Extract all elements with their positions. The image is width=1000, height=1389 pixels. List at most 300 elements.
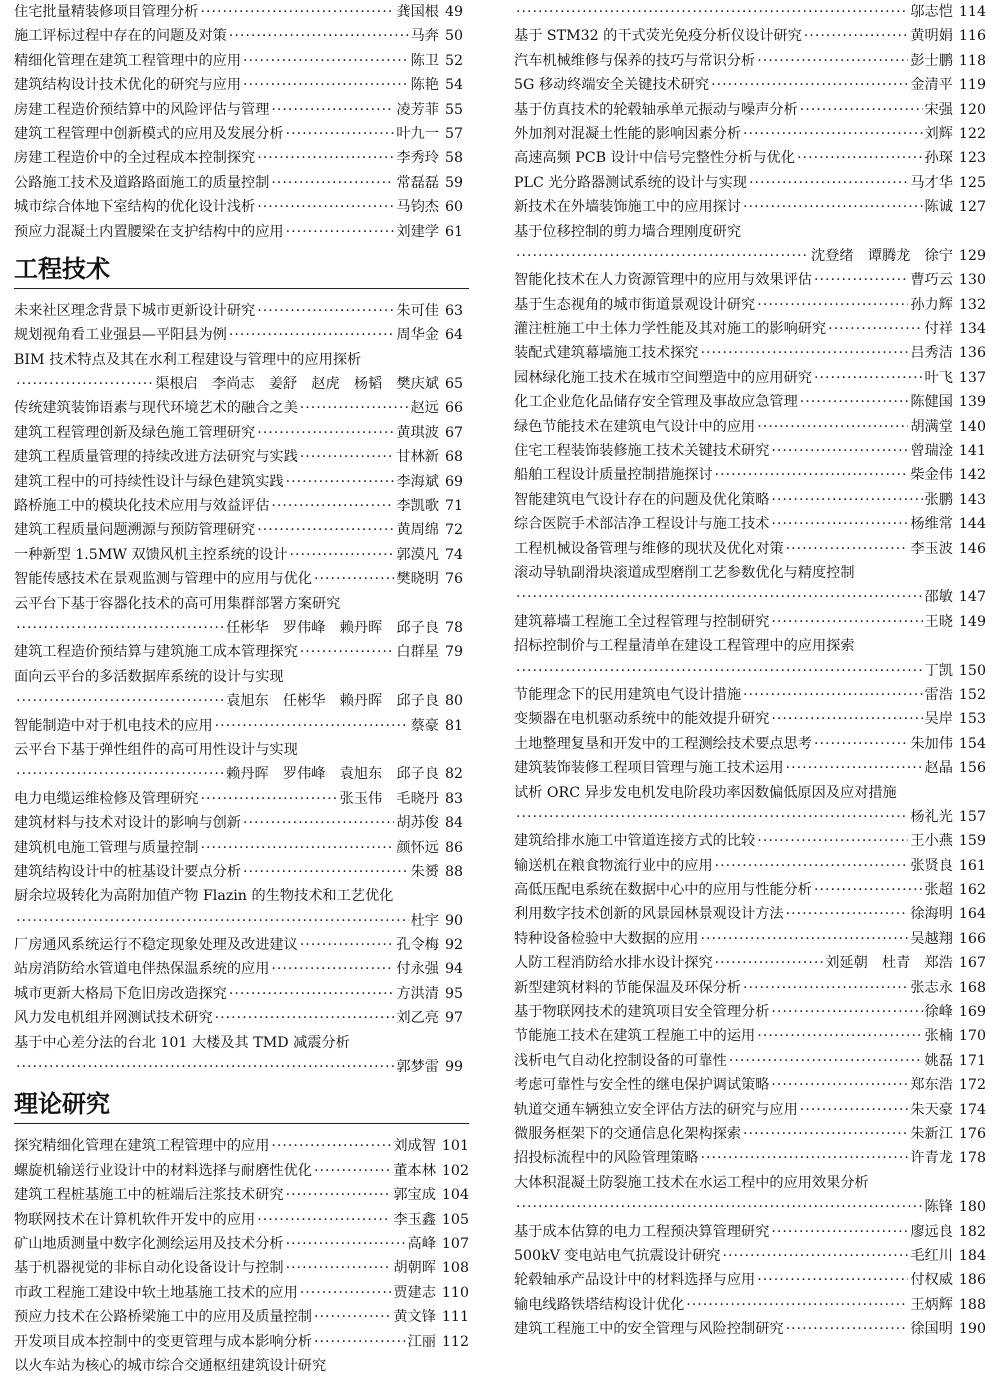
leader-dots: [828, 317, 922, 341]
leader-dots: [757, 829, 908, 853]
toc-entry[interactable]: [14, 1208, 469, 1232]
toc-entry[interactable]: [514, 1146, 986, 1170]
entry-title: 公路施工技术及道路路面施工的质量控制: [14, 174, 270, 191]
entry-title: 建筑材料与技术对设计的影响与创新: [14, 815, 242, 832]
toc-entry[interactable]: [514, 488, 986, 512]
toc-entry[interactable]: [514, 439, 986, 463]
toc-entry[interactable]: [14, 49, 469, 73]
toc-entry-line: [14, 1232, 469, 1256]
toc-entry[interactable]: [514, 610, 986, 634]
section-engineering-heading: 工程技术: [14, 254, 469, 289]
entry-title: 厨余垃圾转化为高附加值产物 Flazin 的生物技术和工艺优化: [14, 888, 394, 905]
toc-entry[interactable]: [14, 73, 469, 97]
toc-entry[interactable]: [514, 1171, 986, 1220]
toc-entry[interactable]: [14, 421, 469, 445]
toc-entry[interactable]: [14, 787, 469, 811]
toc-entry[interactable]: [514, 512, 986, 536]
toc-entry[interactable]: [514, 220, 986, 269]
leader-dots: [743, 122, 923, 146]
toc-entry-line: [514, 122, 986, 146]
entry-title: 市政工程施工建设中软土地基施工技术的应用: [14, 1284, 298, 1301]
leader-dots: [271, 98, 394, 122]
entry-page-number: 49: [445, 4, 464, 20]
toc-entry[interactable]: [514, 634, 986, 683]
leader-dots: [229, 24, 409, 48]
entry-title: 利用数字技术创新的风景园林景观设计方法: [514, 906, 784, 923]
entry-title: 轮毂轴承产品设计中的材料选择与应用: [514, 1272, 756, 1289]
toc-entry[interactable]: [14, 494, 469, 518]
entry-page-number: 134: [958, 321, 986, 338]
toc-entry[interactable]: [514, 293, 986, 317]
leader-dots: [215, 714, 409, 738]
toc-entry[interactable]: [14, 1256, 469, 1280]
leader-dots: [200, 787, 337, 811]
entry-author: 龚国根: [396, 4, 439, 20]
entry-page-number: 61: [445, 223, 464, 240]
entry-author: 李玉波: [910, 540, 953, 557]
toc-entry-line: [14, 396, 469, 420]
toc-entry[interactable]: [14, 957, 469, 981]
toc-entry[interactable]: [14, 836, 469, 860]
entry-page-number: 137: [958, 369, 986, 386]
leader-dots: [271, 494, 394, 518]
toc-entry[interactable]: [14, 98, 469, 122]
toc-entry[interactable]: [514, 902, 986, 926]
entry-author: 董本林: [393, 1162, 436, 1179]
toc-entry[interactable]: [514, 195, 986, 219]
toc-entry-line: [514, 1146, 986, 1170]
toc-entry[interactable]: [14, 1183, 469, 1207]
entry-title: 厂房通风系统运行不稳定现象处理及改进建议: [14, 937, 298, 954]
toc-entry-line: [14, 445, 469, 469]
entry-page-number: 104: [441, 1187, 469, 1204]
toc-entry[interactable]: [514, 341, 986, 365]
leader-dots: [804, 24, 909, 48]
entry-author: 付祥: [924, 321, 953, 338]
entry-author: 王小燕: [910, 833, 953, 850]
toc-entry-line: [14, 640, 469, 664]
toc-entry[interactable]: [14, 24, 469, 48]
toc-entry[interactable]: [514, 1098, 986, 1122]
entry-page-number: 129: [958, 247, 986, 264]
toc-entry[interactable]: [514, 171, 986, 195]
entry-author: 彭士鹏: [910, 52, 953, 69]
toc-entry-line: [514, 707, 986, 731]
entry-page-number: 72: [445, 522, 464, 539]
leader-dots: [243, 49, 409, 73]
toc-entry-line: [14, 1159, 469, 1183]
entry-page-number: 144: [958, 516, 986, 533]
entry-author: 陈艳: [410, 77, 439, 94]
leader-dots: [257, 146, 394, 170]
toc-entry[interactable]: [514, 927, 986, 951]
toc-entry[interactable]: [514, 1293, 986, 1317]
toc-entry-line: [514, 537, 986, 561]
toc-entry-line: [514, 488, 986, 512]
entry-page-number: 67: [445, 424, 464, 441]
toc-entry[interactable]: [514, 463, 986, 487]
leader-dots: [16, 689, 224, 713]
entry-author: 白群星: [396, 644, 439, 661]
entry-title: 城市更新大格局下危旧房改造探究: [14, 985, 227, 1002]
entry-author: 郑东浩: [910, 1077, 953, 1094]
toc-entry-line: [514, 98, 986, 122]
toc-entry-line: [14, 543, 469, 567]
toc-entry[interactable]: [514, 24, 986, 48]
leader-dots: [243, 860, 409, 884]
entry-author: 黄琪波: [396, 424, 439, 441]
entry-author: 朱天豪: [910, 1101, 953, 1118]
toc-entry[interactable]: [14, 860, 469, 884]
entry-title: 城市综合体地下室结构的优化设计浅析: [14, 199, 256, 216]
toc-entry[interactable]: [514, 683, 986, 707]
leader-dots: [771, 707, 922, 731]
toc-entry[interactable]: [14, 518, 469, 542]
toc-entry-line: [14, 1055, 469, 1079]
toc-entry-line: [514, 317, 986, 341]
toc-entry-line: [14, 122, 469, 146]
toc-entry-line: [14, 1256, 469, 1280]
toc-entry[interactable]: [514, 268, 986, 292]
leader-dots: [16, 762, 224, 786]
toc-entry[interactable]: [14, 122, 469, 146]
leader-dots: [300, 933, 395, 957]
entry-page-number: 63: [445, 302, 464, 319]
entry-title: 基于物联网技术的建筑项目安全管理分析: [514, 1004, 770, 1021]
entry-author: 赖丹晖 罗伟峰 袁旭东 邱子良: [226, 766, 439, 783]
toc-entry[interactable]: [514, 878, 986, 902]
entry-title: 建筑机电施工管理与质量控制: [14, 839, 199, 856]
toc-entry-line: [14, 299, 469, 323]
toc-entry[interactable]: [514, 537, 986, 561]
entry-author: 贾建志: [393, 1284, 436, 1301]
leader-dots: [314, 567, 394, 591]
toc-entry[interactable]: [514, 1000, 986, 1024]
toc-entry-title-line: [14, 884, 469, 908]
toc-entry-line: [14, 982, 469, 1006]
entry-author: 叶九一: [396, 125, 439, 142]
leader-dots: [771, 1220, 908, 1244]
leader-dots: [243, 73, 409, 97]
toc-entry[interactable]: [514, 73, 986, 97]
entry-author: 孔令梅: [396, 937, 439, 954]
leader-dots: [229, 982, 395, 1006]
entry-author: 李海斌: [396, 473, 439, 490]
toc-entry-line: [514, 390, 986, 414]
toc-entry[interactable]: [14, 543, 469, 567]
toc-entry[interactable]: [14, 146, 469, 170]
toc-entry-line: [514, 1195, 986, 1219]
toc-entry-line: [14, 98, 469, 122]
toc-entry[interactable]: [514, 1024, 986, 1048]
toc-entry[interactable]: [514, 122, 986, 146]
entry-page-number: 168: [958, 979, 986, 996]
leader-dots: [516, 585, 923, 609]
entry-page-number: 136: [958, 345, 986, 362]
entry-page-number: 152: [958, 686, 986, 703]
toc-entry[interactable]: [14, 396, 469, 420]
entry-author: 张玉伟 毛晓丹: [339, 790, 439, 807]
toc-entry[interactable]: [14, 567, 469, 591]
entry-author: 丁凯: [924, 662, 953, 679]
entry-title: 房建工程造价中的全过程成本控制探究: [14, 150, 256, 167]
toc-entry[interactable]: [514, 0, 986, 24]
toc-entry[interactable]: [514, 98, 986, 122]
entry-page-number: 58: [445, 150, 464, 167]
leader-dots: [257, 421, 394, 445]
toc-entry[interactable]: [14, 348, 469, 397]
entry-page-number: 139: [958, 394, 986, 411]
entry-page-number: 127: [958, 199, 986, 216]
entry-page-number: 76: [445, 571, 464, 588]
toc-entry-line: [514, 1268, 986, 1292]
section-theory-heading: 理论研究: [14, 1089, 469, 1124]
toc-entry[interactable]: [14, 933, 469, 957]
entry-author: 樊晓明: [396, 571, 439, 588]
entry-page-number: 65: [445, 376, 464, 393]
entry-title: 智能化技术在人力资源管理中的应用与效果评估: [514, 272, 812, 289]
toc-entry-line: [514, 732, 986, 756]
entry-title: 外加剂对混凝土性能的影响因素分析: [514, 125, 742, 142]
entry-author: 柴金伟: [910, 467, 953, 484]
toc-entry[interactable]: [14, 665, 469, 714]
entry-author: 廖远良: [910, 1223, 953, 1240]
entry-title: 房建工程造价预结算中的风险评估与管理: [14, 101, 270, 118]
entry-author: 江丽: [407, 1333, 436, 1350]
toc-entry[interactable]: [14, 714, 469, 738]
leader-dots: [814, 268, 908, 292]
entry-author: 王晓: [924, 613, 953, 630]
entry-title: 船舶工程设计质量控制措施探讨: [514, 467, 713, 484]
toc-entry[interactable]: [14, 1281, 469, 1305]
entry-author: 陈诚: [924, 199, 953, 216]
entry-page-number: 146: [958, 540, 986, 557]
toc-entry[interactable]: [514, 781, 986, 830]
leader-dots: [271, 957, 394, 981]
toc-entry[interactable]: [14, 1134, 469, 1158]
toc-entry[interactable]: [14, 1354, 469, 1378]
entry-page-number: 188: [958, 1296, 986, 1313]
entry-title: 智能建筑电气设计存在的问题及优化策略: [514, 491, 770, 508]
toc-entry-line: [514, 1098, 986, 1122]
entry-page-number: 92: [445, 937, 464, 954]
toc-entry[interactable]: [14, 1159, 469, 1183]
toc-entry[interactable]: [514, 561, 986, 610]
entry-title: 轨道交通车辆独立安全评估方法的研究与应用: [514, 1101, 798, 1118]
leader-dots: [243, 811, 394, 835]
entry-author: 徐海明: [910, 906, 953, 923]
entry-title: 建筑工程管理中创新模式的应用及发展分析: [14, 125, 284, 142]
entry-author: 胡朝晖: [393, 1260, 436, 1277]
entry-page-number: 79: [445, 644, 464, 661]
toc-entry[interactable]: [14, 1232, 469, 1256]
entry-page-number: 120: [958, 101, 986, 118]
toc-entry[interactable]: [14, 884, 469, 933]
leader-dots: [516, 805, 908, 829]
entry-title: 基于生态视角的城市街道景观设计研究: [514, 296, 756, 313]
entry-page-number: 60: [445, 199, 464, 216]
entry-title: 未来社区理念背景下城市更新设计研究: [14, 302, 256, 319]
entry-page-number: 112: [441, 1333, 469, 1350]
leader-dots: [771, 1000, 922, 1024]
entry-title: 高低压配电系统在数据中心中的应用与性能分析: [514, 882, 812, 899]
leader-dots: [516, 1195, 923, 1219]
toc-entry[interactable]: [514, 854, 986, 878]
toc-entry[interactable]: [14, 171, 469, 195]
leader-dots: [229, 323, 395, 347]
toc-entry[interactable]: [14, 470, 469, 494]
entry-author: 高峰: [407, 1235, 436, 1252]
leader-dots: [286, 470, 395, 494]
toc-entry-line: [514, 610, 986, 634]
entry-author: 陈健国: [910, 394, 953, 411]
toc-entry[interactable]: [514, 1220, 986, 1244]
toc-entry[interactable]: [514, 732, 986, 756]
leader-dots: [814, 878, 923, 902]
entry-author: 沈登绪 谭腾龙 徐宁: [811, 247, 953, 264]
leader-dots: [757, 293, 908, 317]
toc-entry-line: [14, 372, 469, 396]
entry-page-number: 169: [958, 1004, 986, 1021]
entry-page-number: 164: [958, 906, 986, 923]
toc-entry[interactable]: [14, 299, 469, 323]
toc-entry-line: [514, 1122, 986, 1146]
leader-dots: [743, 683, 923, 707]
toc-entry-line: [14, 470, 469, 494]
entry-author: 徐国明: [910, 1321, 953, 1338]
toc-entry[interactable]: [14, 195, 469, 219]
entry-title: 招标控制价与工程量清单在建设工程管理中的应用探索: [514, 638, 855, 655]
leader-dots: [786, 756, 923, 780]
leader-dots: [715, 854, 909, 878]
entry-title: 招投标流程中的风险管理策略: [514, 1150, 699, 1167]
entry-title: 高速高频 PCB 设计中信号完整性分析与优化: [514, 150, 796, 167]
entry-author: 朱加伟: [910, 735, 953, 752]
toc-entry[interactable]: [14, 738, 469, 787]
entry-title: 精细化管理在建筑工程管理中的应用: [14, 52, 242, 69]
toc-entry-title-line: [14, 348, 469, 372]
leader-dots: [271, 171, 394, 195]
entry-page-number: 178: [958, 1150, 986, 1167]
toc-entry[interactable]: [14, 323, 469, 347]
entry-page-number: 59: [445, 174, 464, 191]
entry-title: 汽车机械维修与保养的技巧与常识分析: [514, 52, 756, 69]
leader-dots: [757, 1268, 908, 1292]
toc-entry-title-line: [14, 665, 469, 689]
toc-entry[interactable]: [14, 811, 469, 835]
entry-author: 王炳辉: [910, 1296, 953, 1313]
entry-author: 姚磊: [924, 1052, 953, 1069]
entry-title: 建筑工程质量问题溯源与预防管理研究: [14, 522, 256, 539]
toc-entry[interactable]: [14, 1006, 469, 1030]
toc-entry-line: [14, 73, 469, 97]
toc-entry[interactable]: [514, 976, 986, 1000]
toc-entry[interactable]: [14, 220, 469, 244]
entry-page-number: 55: [445, 101, 464, 118]
entry-page-number: 190: [958, 1321, 986, 1338]
entry-page-number: 141: [958, 443, 986, 460]
toc-entry[interactable]: [514, 951, 986, 975]
leader-dots: [800, 390, 909, 414]
toc-entry[interactable]: [514, 317, 986, 341]
entry-page-number: 162: [958, 882, 986, 899]
toc-entry[interactable]: [514, 390, 986, 414]
entry-title: 预应力混凝土内置腰梁在支护结构中的应用: [14, 223, 284, 240]
entry-page-number: 122: [958, 125, 986, 142]
toc-entry-line: [514, 195, 986, 219]
toc-entry[interactable]: [514, 829, 986, 853]
toc-entry-line: [514, 1024, 986, 1048]
entry-page-number: 180: [958, 1199, 986, 1216]
toc-entry[interactable]: [14, 1305, 469, 1329]
toc-entry-line: [14, 616, 469, 640]
toc-entry[interactable]: [514, 1073, 986, 1097]
entry-author: 付永强: [396, 961, 439, 978]
toc-entry-line: [14, 0, 469, 24]
entry-author: 杨维常: [910, 516, 953, 533]
entry-title: 预应力技术在公路桥梁施工中的应用及质量控制: [14, 1309, 312, 1326]
toc-entry[interactable]: [14, 1031, 469, 1080]
toc-entry-line: [14, 1208, 469, 1232]
toc-left-column: [14, 0, 469, 1378]
entry-page-number: 97: [445, 1010, 464, 1027]
toc-entry[interactable]: [514, 1244, 986, 1268]
toc-entry[interactable]: [514, 1317, 986, 1341]
toc-entry[interactable]: [514, 1268, 986, 1292]
entry-page-number: 90: [445, 912, 464, 929]
toc-entry[interactable]: [514, 366, 986, 390]
entry-title: 微服务框架下的交通信息化架构探索: [514, 1125, 742, 1142]
toc-entry[interactable]: [14, 640, 469, 664]
entry-page-number: 123: [958, 150, 986, 167]
toc-entry[interactable]: [14, 982, 469, 1006]
toc-entry-line: [514, 146, 986, 170]
leader-dots: [771, 488, 922, 512]
entry-page-number: 182: [958, 1223, 986, 1240]
entry-title: 建筑给排水施工中管道连接方式的比较: [514, 833, 756, 850]
toc-entry[interactable]: [514, 49, 986, 73]
leader-dots: [286, 1183, 392, 1207]
leader-dots: [786, 902, 909, 926]
toc-entry[interactable]: [514, 1122, 986, 1146]
entry-title: 开发项目成本控制中的变更管理与成本影响分析: [14, 1333, 312, 1350]
toc-entry[interactable]: [14, 592, 469, 641]
entry-page-number: 156: [958, 760, 986, 777]
leader-dots: [200, 836, 394, 860]
leader-dots: [257, 1208, 391, 1232]
toc-entry[interactable]: [14, 445, 469, 469]
toc-entry[interactable]: [514, 1049, 986, 1073]
leader-dots: [743, 1122, 908, 1146]
toc-entry-title-line: [14, 738, 469, 762]
toc-entry[interactable]: [14, 0, 469, 24]
entry-author: 朱赟: [410, 863, 439, 880]
entry-title: 电力电缆运维检修及管理研究: [14, 790, 199, 807]
entry-page-number: 64: [445, 327, 464, 344]
entry-author: 常磊磊: [396, 174, 439, 191]
toc-entry[interactable]: [14, 1330, 469, 1354]
toc-entry[interactable]: [514, 415, 986, 439]
toc-entry[interactable]: [514, 707, 986, 731]
toc-entry-line: [14, 1006, 469, 1030]
toc-entry-line: [14, 518, 469, 542]
entry-page-number: 153: [958, 711, 986, 728]
entry-author: 杨礼光: [910, 808, 953, 825]
toc-entry[interactable]: [514, 756, 986, 780]
leader-dots: [771, 512, 908, 536]
toc-entry[interactable]: [514, 146, 986, 170]
toc-entry-line: [14, 1330, 469, 1354]
